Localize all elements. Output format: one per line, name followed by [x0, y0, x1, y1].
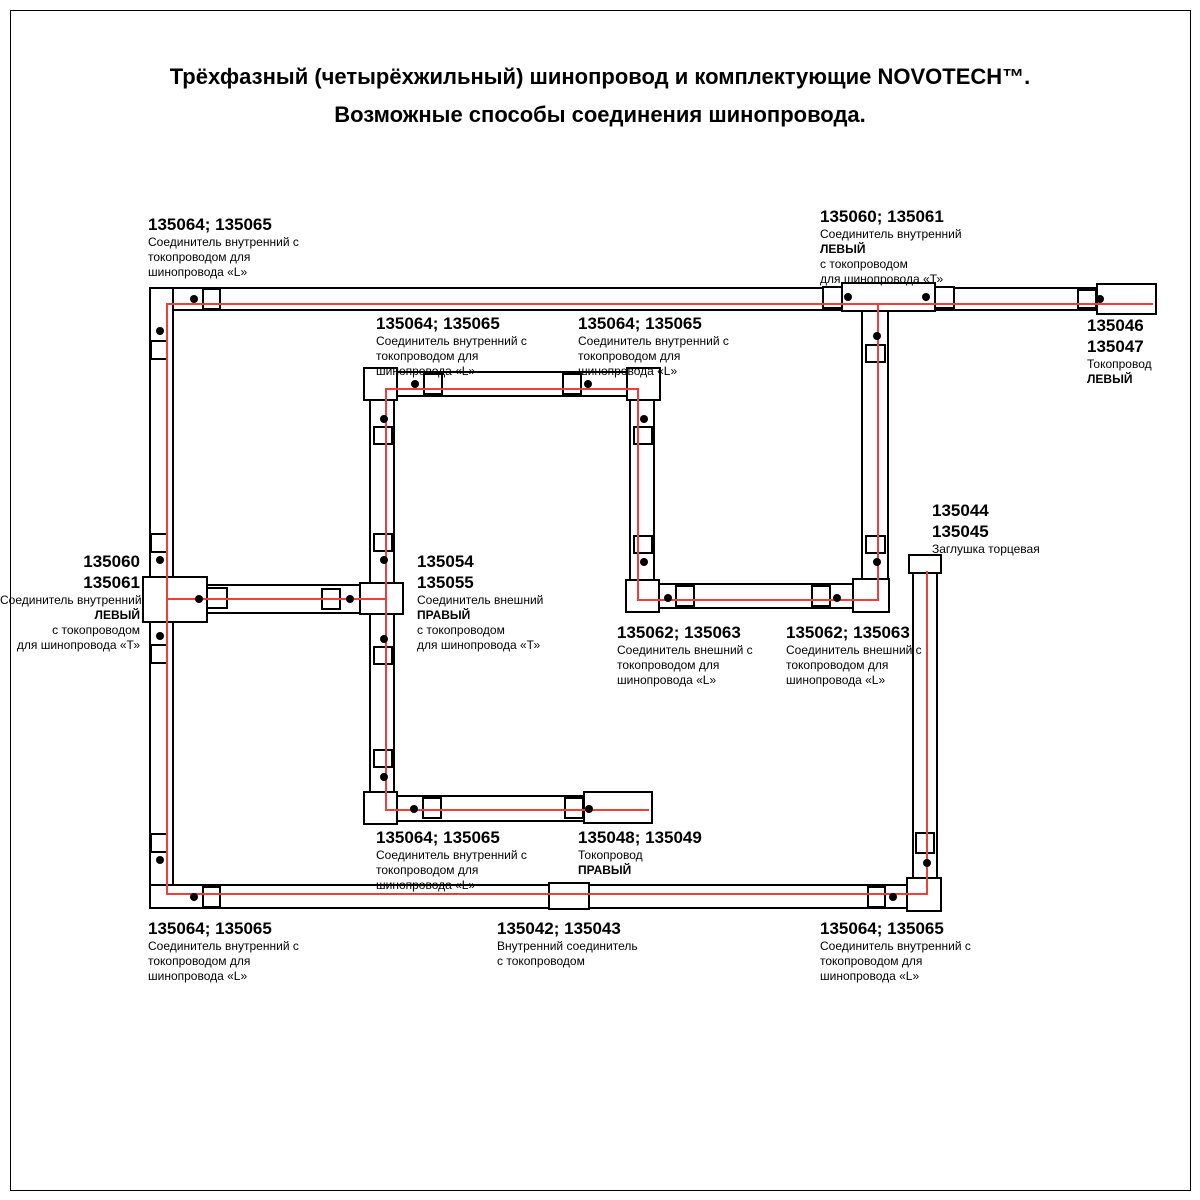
label-power-feed-right: 135048; 135049 Токопровод ПРАВЫЙ [578, 828, 702, 877]
top-t-junction [842, 283, 935, 311]
part-code: 135048; 135049 [578, 828, 702, 847]
power-feed-right [584, 792, 652, 823]
part-code: 135062; 135063 [617, 623, 741, 642]
part-code: 135044 [932, 501, 989, 520]
part-code: 135055 [417, 573, 474, 592]
label-inner-top-left-connector: 135064; 135065 Соединитель внутренний с токопроводом для шинопровода «L» [376, 314, 527, 378]
outer-corner-left [626, 580, 659, 612]
end-cap [909, 555, 941, 573]
inner-straight-connector [549, 883, 589, 909]
outer-corner-right [853, 579, 889, 612]
label-power-feed-left: 135046 135047 Токопровод ЛЕВЫЙ [1087, 316, 1152, 386]
label-lower-connector: 135064; 135065 Соединитель внутренний с токопроводом для шинопровода «L» [376, 828, 527, 892]
label-top-t-connector: 135060; 135061 Соединитель внутренний ЛЕВЫЙ с токопроводом для шинопровода «Т» [820, 207, 962, 286]
diagram-title-line1: Трёхфазный (четырёхжильный) шинопровод и комплектующие NOVOTECH™. [169, 64, 1031, 89]
part-code: 135061 [83, 573, 140, 592]
part-code: 135054 [417, 552, 474, 571]
label-bottom-left-connector: 135064; 135065 Соединитель внутренний с токопроводом для шинопровода «L» [148, 919, 299, 983]
part-code: 135046 [1087, 316, 1144, 335]
part-code: 135042; 135043 [497, 919, 621, 938]
label-bottom-right-connector: 135064; 135065 Соединитель внутренний с токопроводом для шинопровода «L» [820, 919, 971, 983]
part-code: 135060; 135061 [820, 207, 944, 226]
power-feed-left [1097, 284, 1156, 314]
label-end-cap: 135044 135045 Заглушка торцевая [932, 501, 1040, 556]
part-code: 135060 [83, 552, 140, 571]
part-code: 135047 [1087, 337, 1144, 356]
part-code: 135064; 135065 [820, 919, 944, 938]
label-outer-corner-right: 135062; 135063 Соединитель внешний с токопроводом для шинопровода «L» [786, 623, 922, 687]
label-center-t-connector: 135054 135055 Соединитель внешний ПРАВЫЙ с токопроводом для шинопровода «Т» [417, 552, 544, 652]
part-code: 135064; 135065 [148, 919, 272, 938]
part-code: 135064; 135065 [148, 215, 272, 234]
diagram-title-line2: Возможные способы соединения шинопровода. [334, 102, 866, 127]
label-inner-top-right-connector: 135064; 135065 Соединитель внутренний с токопроводом для шинопровода «L» [578, 314, 729, 378]
label-bottom-center-connector: 135042; 135043 Внутренний соединитель с токопроводом [497, 919, 638, 968]
label-outer-corner-left: 135062; 135063 Соединитель внешний с токопроводом для шинопровода «L» [617, 623, 753, 687]
inner-corner-lower-left [364, 792, 397, 824]
part-code: 135064; 135065 [376, 314, 500, 333]
part-code: 135045 [932, 522, 989, 541]
part-code: 135064; 135065 [376, 828, 500, 847]
part-code: 135062; 135063 [786, 623, 910, 642]
label-left-t-connector: 135060 135061 Соединитель внутренний ЛЕВЫЙ с токопроводом для шинопровода «Т» [0, 552, 142, 652]
label-top-left-connector: 135064; 135065 Соединитель внутренний с токопроводом для шинопровода «L» [148, 215, 299, 279]
part-code: 135064; 135065 [578, 314, 702, 333]
